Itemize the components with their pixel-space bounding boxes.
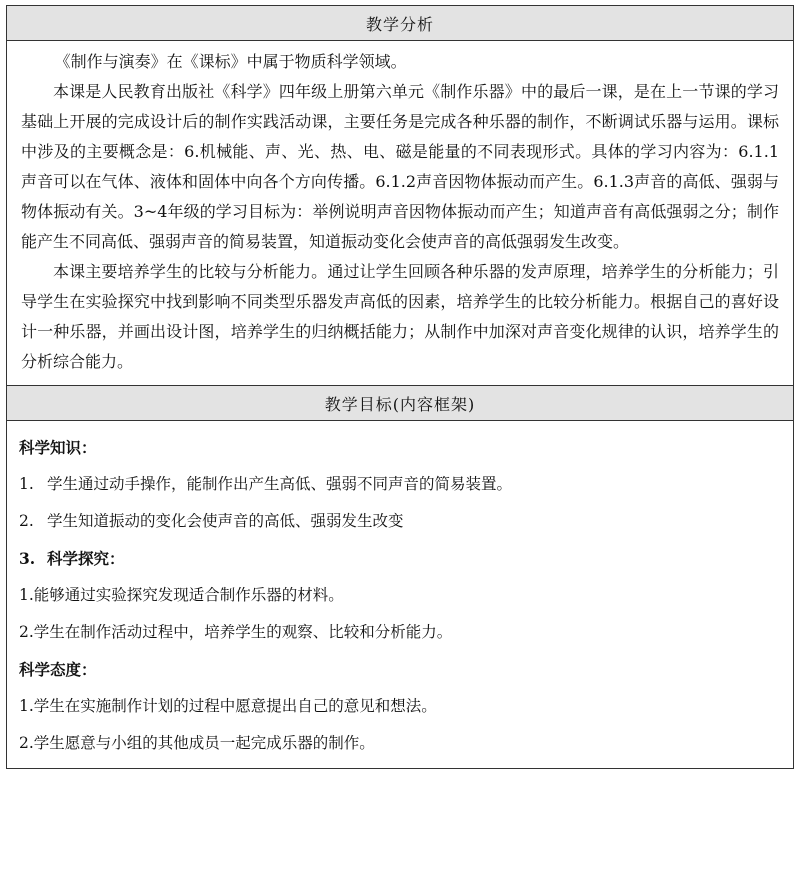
analysis-body (7, 41, 793, 385)
inquiry-item: 1.能够通过实验探究发现适合制作乐器的材料。 (19, 586, 344, 604)
goals-section (6, 385, 794, 769)
analysis-paragraph: 本课主要培养学生的比较与分析能力。通过让学生回顾各种乐器的发声原理，培养学生的分析能力；引导学生在实验探究中找到影响不同类型乐器发声高低的因素，培养学生的比较分析能力。根据自己的喜好设计一种乐器，并画出设计图，培养学生的归纳概括能力；从制作中加深对声音变化规律的认识，培养学生的分析综合能力。 (21, 262, 779, 371)
analysis-paragraph: 《制作与演奏》在《课标》中属于物质科学领域。 (54, 52, 407, 71)
item-number: 1. (19, 475, 34, 493)
science-inquiry-title (19, 540, 781, 577)
item-number: 2. (19, 512, 34, 530)
goals-header: 教学目标(内容框架) (7, 386, 793, 421)
knowledge-item (19, 466, 781, 503)
goals-body (7, 421, 793, 768)
science-knowledge-title: 科学知识： (19, 438, 97, 457)
inquiry-item: 2.学生在制作活动过程中，培养学生的观察、比较和分析能力。 (19, 623, 453, 641)
science-attitude-title: 科学态度： (19, 660, 97, 679)
item-text: 学生通过动手操作，能制作出产生高低、强弱不同声音的简易装置。 (47, 475, 513, 493)
lesson-plan-table (6, 5, 794, 769)
item-number: 3. (19, 549, 36, 568)
attitude-item: 1.学生在实施制作计划的过程中愿意提出自己的意见和想法。 (19, 697, 437, 715)
analysis-paragraph: 本课是人民教育出版社《科学》四年级上册第六单元《制作乐器》中的最后一课，是在上一节课的学习基础上开展的完成设计后的制作实践活动课，主要任务是完成各种乐器的制作，不断调试乐器与运用。课标中涉及的主要概念是：6.机械能、声、光、热、电、磁是能量的不同表现形式。具体的学习内容为：6.1.1声音可以在气体、液体和固体中向各个方向传播。6.1.2声音因物体振动而产生。6.1.3声音的高低、强弱与物体振动有关。3~4年级的学习目标为：举例说明声音因物体振动而产生；知道声音有高低强弱之分；制作能产生不同高低、强弱声音的简易装置，知道振动变化会使声音的高低强弱发生改变。 (21, 82, 779, 251)
knowledge-item (19, 503, 781, 540)
inquiry-title-text: 科学探究： (47, 549, 125, 568)
analysis-header: 教学分析 (7, 6, 793, 41)
attitude-item: 2.学生愿意与小组的其他成员一起完成乐器的制作。 (19, 734, 375, 752)
analysis-section (6, 5, 794, 386)
item-text: 学生知道振动的变化会使声音的高低、强弱发生改变 (47, 512, 404, 530)
